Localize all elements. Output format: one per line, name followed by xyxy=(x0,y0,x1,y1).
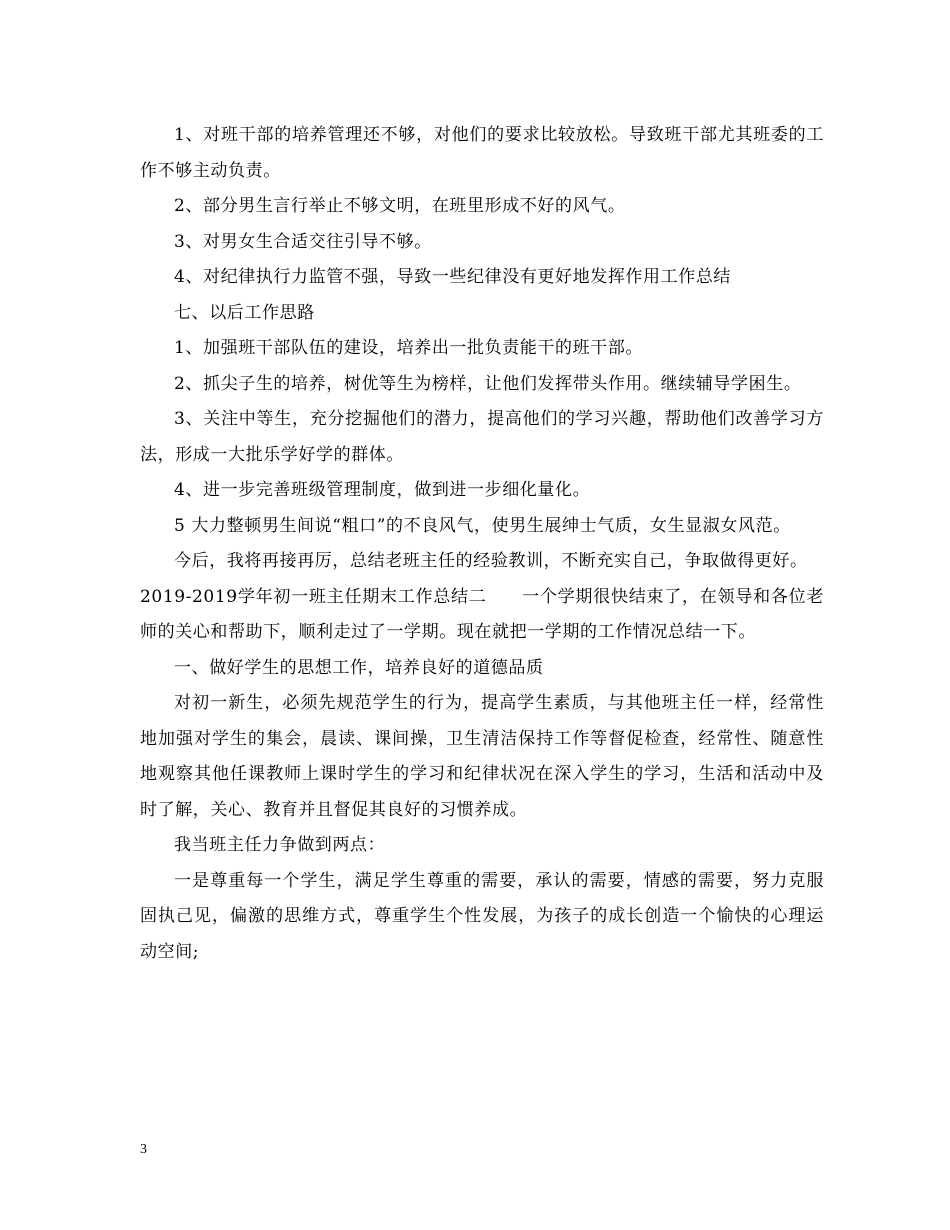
paragraph: 4、进一步完善班级管理制度，做到进一步细化量化。 xyxy=(174,480,591,500)
document-body xyxy=(140,118,824,970)
page-number: 3 xyxy=(140,1142,147,1157)
paragraph: 我当班主任力争做到两点： xyxy=(174,835,386,855)
paragraph: 4、对纪律执行力监管不强，导致一些纪律没有更好地发挥作用工作总结 xyxy=(174,267,732,287)
paragraph: 3、关注中等生，充分挖掘他们的潜力，提高他们的学习兴趣，帮助他们改善学习方法，形成一大批乐学好学的群体。 xyxy=(140,409,824,465)
section-title-paragraph: 2019-2019学年初一班主任期末工作总结二 一个学期很快结束了，在领导和各位老师的关心和帮助下，顺利走过了一学期。现在就把一学期的工作情况总结一下。 xyxy=(140,586,824,642)
paragraph: 2、部分男生言行举止不够文明，在班里形成不好的风气。 xyxy=(174,196,626,216)
paragraph: 2、抓尖子生的培养，树优等生为榜样，让他们发挥带头作用。继续辅导学困生。 xyxy=(174,373,802,394)
paragraph: 对初一新生，必须先规范学生的行为，提高学生素质，与其他班主任一样，经常性地加强对学生的集会，晨读、课间操，卫生清洁保持工作等督促检查，经常性、随意性地观察其他任课教师上课时学生的学习和纪律状况在深入学生的学习，生活和活动中及时了解，关心、教育并且督促其良好的习惯养成。 xyxy=(140,693,824,820)
section-heading: 七、以后工作思路 xyxy=(174,302,315,323)
paragraph: 一是尊重每一个学生，满足学生尊重的需要，承认的需要，情感的需要，努力克服固执己见，偏激的思维方式，尊重学生个性发展，为孩子的成长创造一个愉快的心理运动空间; xyxy=(140,870,824,962)
paragraph: 1、加强班干部队伍的建设，培养出一批负责能干的班干部。 xyxy=(174,338,644,358)
paragraph: 1、对班干部的培养管理还不够，对他们的要求比较放松。导致班干部尤其班委的工作不够主动负责。 xyxy=(140,125,824,181)
paragraph: 3、对男女生合适交往引导不够。 xyxy=(174,231,432,252)
paragraph: 今后，我将再接再厉，总结老班主任的经验教训，不断充实自己，争取做得更好。 xyxy=(174,551,808,571)
paragraph: 5 大力整顿男生间说“粗口”的不良风气，使男生展绅士气质，女生显淑女风范。 xyxy=(174,515,791,536)
section-heading: 一、做好学生的思想工作，培养良好的道德品质 xyxy=(174,657,544,678)
